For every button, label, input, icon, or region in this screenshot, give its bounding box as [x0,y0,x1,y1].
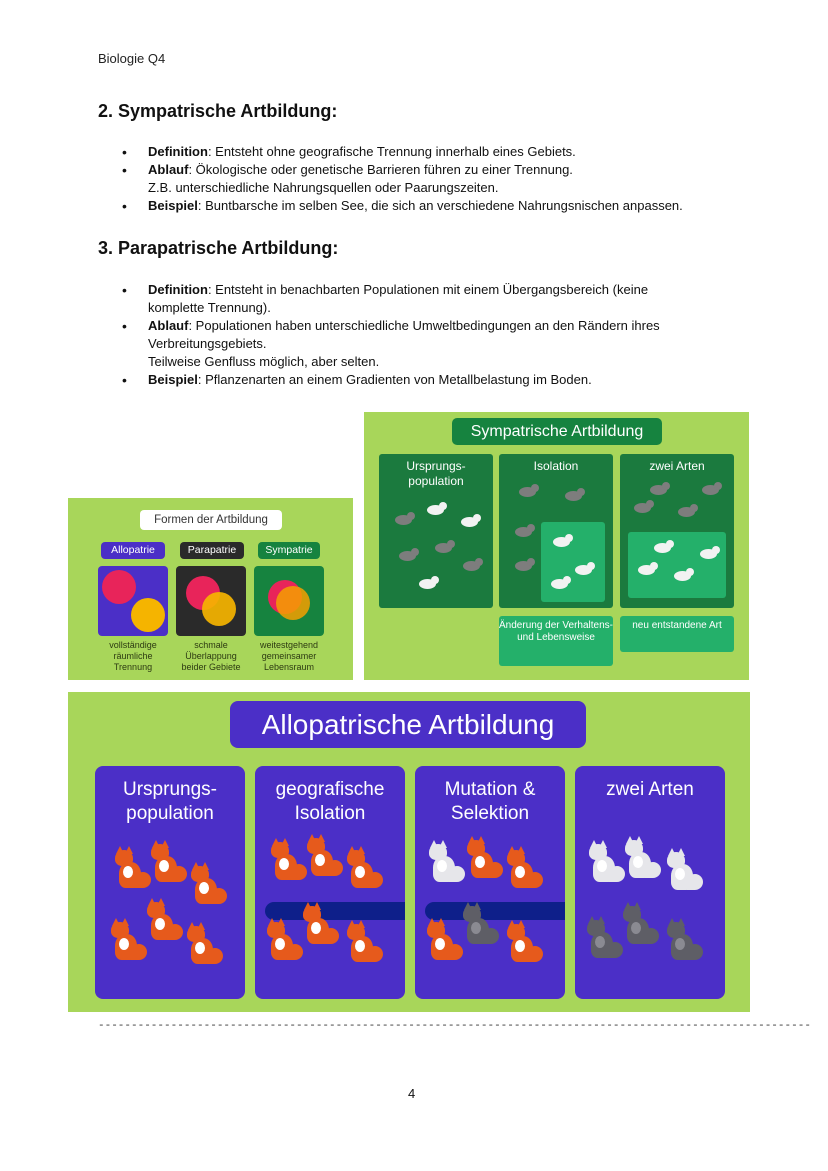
bird-icon [648,482,670,496]
panel-geographic-isolation: geografische Isolation [255,766,405,999]
bird-icon [551,534,573,548]
bird-icon [461,558,483,572]
fox-icon [187,922,223,968]
fox-icon [267,918,303,964]
bird-icon [549,576,571,590]
speciation-forms-figure [68,498,353,680]
allopatric-speciation-figure [68,692,750,1012]
fox-icon [463,902,499,948]
panel-two-species: zwei Arten [620,454,734,608]
isolated-subgroup [541,522,605,602]
section-heading-sympatric: 2. Sympatrische Artbildung: [98,101,338,121]
population-circle-b [202,592,236,626]
fox-icon [111,918,147,964]
population-circle-b [276,586,310,620]
fox-icon [191,862,227,908]
bird-icon [393,512,415,526]
sympatric-speciation-figure [364,412,749,680]
bird-icon [563,488,585,502]
list-item: • Beispiel: Pflanzenarten an einem Gradienten von Metallbelastung im Boden. [120,371,700,389]
fox-icon [667,848,703,894]
separator-line: ------------------------------------------------------------------------------------------------------------ [98,1020,811,1032]
behavior-change-note: Änderung der Verhaltens- und Lebensweise [499,616,613,666]
section-heading-parapatric: 3. Parapatrische Artbildung: [98,238,339,258]
list-item: • Beispiel: Buntbarsche im selben See, die sich an verschiedene Nahrungsnischen anpassen. [120,197,760,215]
sympatry-label: Sympatrie [258,542,320,559]
bird-icon [417,576,439,590]
fox-icon [147,898,183,944]
bird-icon [632,500,654,514]
new-species-note: neu entstandene Art [620,616,734,652]
allopatry-caption: vollständige räumliche Trennung [109,640,157,672]
panel-isolation: Isolation [499,454,613,608]
list-item: • Definition: Entsteht ohne geografische Trennung innerhalb eines Gebiets. [120,143,760,161]
allopatry-label: Allopatrie [101,542,165,559]
new-species-group [628,532,726,598]
fox-icon [347,920,383,966]
bird-icon [672,568,694,582]
panel-mutation-selection: Mutation & Selektion [415,766,565,999]
panel-two-species: zwei Arten [575,766,725,999]
bird-icon [652,540,674,554]
fox-icon [271,838,307,884]
fox-icon [625,836,661,882]
fox-icon [667,918,703,964]
fox-icon [347,846,383,892]
panel-original-population: Ursprungs-population [379,454,493,608]
figure-title: Allopatrische Artbildung [230,701,586,748]
bird-icon [676,504,698,518]
fox-icon [427,918,463,964]
list-item: • Ablauf: Populationen haben unterschiedliche Umweltbedingungen an den Rändern ihres Verbreitungsgebiets. Teilweise Genfluss möglich, aber selten. [120,317,700,371]
sympatry-caption: weitestgehend gemeinsamer Lebensraum [259,640,319,672]
parapatry-caption: schmale Überlappung beider Gebiete [181,640,241,672]
bird-icon [397,548,419,562]
bird-icon [700,482,722,496]
fox-icon [587,916,623,962]
parapatry-label: Parapatrie [180,542,244,559]
bird-icon [698,546,720,560]
fox-icon [115,846,151,892]
population-circle-b [131,598,165,632]
bird-icon [517,484,539,498]
fox-icon [589,840,625,886]
parapatric-list [120,281,700,389]
bird-icon [573,562,595,576]
parapatry-diagram [176,566,246,636]
fox-icon [429,840,465,886]
sympatry-diagram [254,566,324,636]
fox-icon [303,902,339,948]
panel-original-population: Ursprungs-population [95,766,245,999]
bird-icon [636,562,658,576]
fox-icon [623,902,659,948]
page-number: 4 [408,1086,416,1101]
bird-icon [513,524,535,538]
bird-icon [433,540,455,554]
fox-icon [507,920,543,966]
sympatric-list [120,143,760,215]
bird-icon [513,558,535,572]
figure-title: Formen der Artbildung [140,510,282,530]
page-header: Biologie Q4 [98,51,166,66]
fox-icon [151,840,187,886]
bird-icon [425,502,447,516]
fox-icon [307,834,343,880]
allopatry-diagram [98,566,168,636]
fox-icon [507,846,543,892]
population-circle-a [102,570,136,604]
list-item: • Ablauf: Ökologische oder genetische Barrieren führen zu einer Trennung. Z.B. unterschiedliche Nahrungsquellen oder Paarungszeiten. [120,161,760,197]
list-item: • Definition: Entsteht in benachbarten Populationen mit einem Übergangsbereich (keine komplette Trennung). [120,281,700,317]
figure-title: Sympatrische Artbildung [452,418,662,445]
bird-icon [459,514,481,528]
fox-icon [467,836,503,882]
